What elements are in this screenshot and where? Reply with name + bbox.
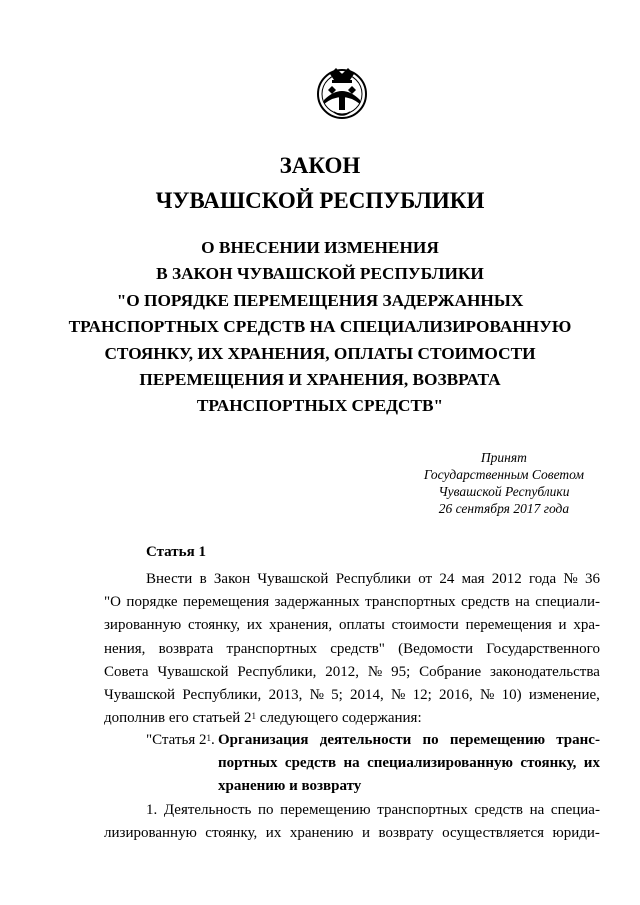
word: на [515,594,530,611]
word: № [367,663,383,680]
word: осуществляется [442,825,545,842]
text-line [104,568,600,591]
word: перемещению [449,732,546,748]
label-text: "Статья 2 [146,732,207,748]
word: 24 [439,571,455,587]
inserted-article-label [146,729,215,752]
word: Совета [104,663,149,680]
word: от [418,571,433,587]
law-title: ЗАКОН [279,153,361,178]
paragraph-1 [104,799,600,845]
subject-line: "О ПОРЯДКЕ ПЕРЕМЕЩЕНИЯ ЗАДЕРЖАННЫХ [116,290,524,310]
text-line [104,661,600,684]
word: 95; [391,663,411,680]
word: перемещения [183,594,270,611]
word: 2016, [439,687,473,704]
word: транспортных [226,640,318,657]
law-title-republic: ЧУВАШСКОЙ РЕСПУБЛИКИ [155,188,485,213]
word: хра- [573,617,600,634]
title-line: хранению и возврату [218,778,362,795]
word: нения, [104,640,146,657]
word: стоянку, [188,617,241,634]
article-heading: Статья 1 [146,544,206,560]
word: Закон [213,571,251,587]
word: и [558,617,567,634]
word: 36 [584,571,600,587]
subject-line: ТРАНСПОРТНЫХ СРЕДСТВ" [196,396,444,416]
word: порядке [126,594,178,611]
word: и [361,825,370,842]
text-line [104,638,600,661]
word: Чувашской [104,687,176,704]
word: их [583,755,600,772]
word: портных [218,755,278,772]
adoption-note [424,449,584,517]
word: Собрание [419,663,482,680]
word: Государственного [486,640,600,657]
text-line [104,822,600,845]
word: хранению [289,825,354,842]
word: 10) [501,687,522,704]
word: Республики, [237,663,317,680]
word: Чувашской [157,663,229,680]
adoption-line: Чувашской Республики [438,484,570,499]
word: возврата [158,640,214,657]
word: Чувашской [257,571,329,587]
chuvash-republic-emblem-icon [310,60,374,124]
word: стоянку, [520,755,577,772]
word: хранения, [269,617,333,634]
word: по [257,802,274,818]
word: перемещения [465,617,552,634]
word: средств" [330,640,385,657]
word: 1. [146,802,158,818]
word: Республики [335,571,411,587]
word: 2013, [268,687,303,704]
word: Деятельность [163,802,252,818]
subject-line: ПЕРЕМЕЩЕНИЯ И ХРАНЕНИЯ, ВОЗВРАТА [139,370,501,390]
subject-line: В ЗАКОН ЧУВАШСКОЙ РЕСПУБЛИКИ [156,264,484,284]
word: стоимости [391,617,459,634]
word: специализированную [367,755,513,772]
word: Республики, [182,687,262,704]
word: по [422,732,439,748]
word: 12; [412,687,432,704]
word: оплаты [338,617,385,634]
text-line [104,591,600,614]
word: 2012 [491,571,522,587]
word: законодательства [490,663,600,680]
law-subject [0,235,640,420]
word: лизированную [104,825,197,842]
word: деятельности [319,732,412,748]
inserted-article-title [218,729,600,799]
text-line [104,684,600,707]
word: перемещению [280,802,371,818]
subject-line: ТРАНСПОРТНЫХ СРЕДСТВ НА СПЕЦИАЛИЗИРОВАННУЮ [68,317,572,337]
word: (Ведомости [398,640,474,657]
word: специали- [535,594,600,611]
subject-line: О ВНЕСЕНИИ ИЗМЕНЕНИЯ [201,238,439,257]
word: на [343,755,360,772]
superscript: 1 [206,733,211,743]
word: задержанных [274,594,360,611]
text-line [104,707,600,730]
word: зированную [104,617,182,634]
text-fragment: следующего содержания: [256,710,422,727]
word: средств [461,594,510,611]
word: транспортных [365,594,456,611]
word: Организация [218,732,309,748]
title-line [218,752,600,775]
article1-body [104,568,600,730]
word: на [529,802,545,818]
subject-line: СТОЯНКУ, ИХ ХРАНЕНИЯ, ОПЛАТЫ СТОИМОСТИ [104,343,536,363]
word: юриди- [552,825,600,842]
text-fragment: дополнив его статьей 2 [104,710,252,727]
word: изменение, [528,687,600,704]
word: транспортных [377,802,468,818]
word: № [391,687,406,704]
word: 2014, [350,687,384,704]
label-text: . [210,732,215,748]
superscript: 1 [251,711,257,722]
word: № [563,571,578,587]
adoption-line: Принят [480,450,527,465]
word: средств [284,755,337,772]
word: 5; [331,687,343,704]
word: в [199,571,207,587]
word: года [529,571,557,587]
word: их [246,617,263,634]
word: стоянку, [205,825,258,842]
text-line [104,799,600,822]
word: их [265,825,282,842]
word: № [480,687,495,704]
word: мая [461,571,485,587]
word: № [309,687,324,704]
title-line [218,729,600,752]
word: специа- [550,802,600,818]
text-line [104,614,600,637]
word: "О [104,594,121,611]
word: Внести [146,571,193,587]
word: средств [474,802,523,818]
adoption-line: Государственным Советом [423,467,584,482]
word: транс- [556,732,600,748]
adoption-date: 26 сентября 2017 года [438,501,570,516]
word: возврату [378,825,434,842]
word: 2012, [325,663,359,680]
